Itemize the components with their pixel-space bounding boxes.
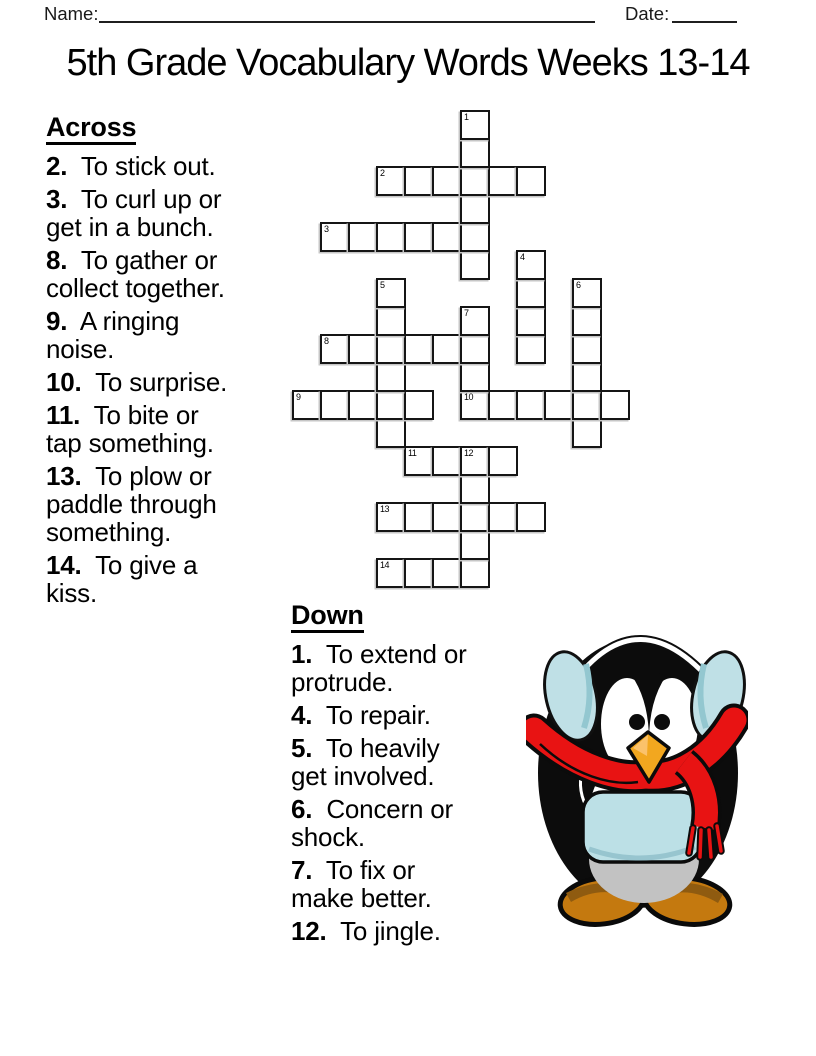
grid-cell-r6-c8[interactable] (516, 278, 546, 308)
clue-line: get in a bunch. (46, 212, 214, 242)
grid-cell-r10-c0[interactable] (292, 390, 322, 420)
clue-line: 12. To jingle. (291, 916, 441, 946)
grid-cell-number: 6 (576, 280, 581, 290)
grid-cell-r10-c7[interactable] (488, 390, 518, 420)
crossword-grid (292, 110, 630, 588)
across-section (46, 112, 290, 607)
clue-line: 3. To curl up or (46, 184, 222, 214)
across-clue-9 (46, 307, 290, 363)
grid-cell-r10-c1[interactable] (320, 390, 350, 420)
clue-line: 14. To give a (46, 550, 198, 580)
grid-cell-r4-c3[interactable] (376, 222, 406, 252)
clue-line: 13. To plow or (46, 461, 212, 491)
grid-cell-r8-c8[interactable] (516, 334, 546, 364)
down-section (291, 600, 533, 945)
across-clue-14 (46, 551, 290, 607)
grid-cell-r0-c6[interactable] (460, 110, 490, 140)
date-label: Date: (625, 3, 670, 24)
grid-cell-number: 8 (324, 336, 329, 346)
clue-line: paddle through (46, 489, 217, 519)
grid-cell-r12-c6[interactable] (460, 446, 490, 476)
grid-cell-r2-c5[interactable] (432, 166, 462, 196)
grid-cell-r7-c3[interactable] (376, 306, 406, 336)
grid-cell-r15-c6[interactable] (460, 530, 490, 560)
down-clue-4 (291, 701, 533, 729)
grid-cell-r6-c3[interactable] (376, 278, 406, 308)
grid-cell-number: 4 (520, 252, 525, 262)
grid-cell-number: 9 (296, 392, 301, 402)
clue-line: 5. To heavily (291, 733, 440, 763)
clue-line: kiss. (46, 578, 98, 608)
across-clue-10 (46, 368, 290, 396)
across-clue-2 (46, 152, 290, 180)
across-clue-11 (46, 401, 290, 457)
clue-number: 14. (46, 550, 82, 580)
grid-cell-number: 11 (408, 448, 417, 458)
grid-cell-r16-c4[interactable] (404, 558, 434, 588)
clue-line: protrude. (291, 667, 394, 697)
clue-line: tap something. (46, 428, 214, 458)
grid-cell-r14-c6[interactable] (460, 502, 490, 532)
grid-cell-r14-c7[interactable] (488, 502, 518, 532)
grid-cell-r16-c3[interactable] (376, 558, 406, 588)
grid-cell-number: 3 (324, 224, 329, 234)
grid-cell-r2-c3[interactable] (376, 166, 406, 196)
clue-number: 6. (291, 794, 313, 824)
grid-cell-r10-c9[interactable] (544, 390, 574, 420)
grid-cell-number: 10 (464, 392, 474, 402)
clue-line: 7. To fix or (291, 855, 416, 885)
down-clue-12 (291, 917, 533, 945)
clue-number: 1. (291, 639, 313, 669)
grid-cell-r16-c5[interactable] (432, 558, 462, 588)
grid-cell-r8-c10[interactable] (572, 334, 602, 364)
clue-line: collect together. (46, 273, 225, 303)
grid-cell-r8-c4[interactable] (404, 334, 434, 364)
grid-cell-r7-c8[interactable] (516, 306, 546, 336)
grid-cell-r8-c2[interactable] (348, 334, 378, 364)
penguin-right-eye (654, 714, 670, 730)
grid-cell-r10-c10[interactable] (572, 390, 602, 420)
grid-cell-r4-c5[interactable] (432, 222, 462, 252)
across-clue-list (46, 152, 290, 607)
across-clue-13 (46, 462, 290, 546)
across-clue-3 (46, 185, 290, 241)
clue-number: 7. (291, 855, 313, 885)
grid-cell-r2-c8[interactable] (516, 166, 546, 196)
grid-cell-r9-c6[interactable] (460, 362, 490, 392)
clue-number: 11. (46, 400, 81, 430)
clue-number: 8. (46, 245, 68, 275)
grid-cell-r2-c6[interactable] (460, 166, 490, 196)
penguin-left-eye (629, 714, 645, 730)
penguin-illustration (526, 616, 748, 932)
grid-cell-number: 7 (464, 308, 469, 318)
grid-cell-number: 2 (380, 168, 385, 178)
down-clue-1 (291, 640, 533, 696)
name-field-line[interactable] (99, 21, 595, 23)
grid-cell-r14-c8[interactable] (516, 502, 546, 532)
grid-cell-r10-c2[interactable] (348, 390, 378, 420)
clue-number: 9. (46, 306, 68, 336)
grid-cell-r3-c6[interactable] (460, 194, 490, 224)
clue-line: shock. (291, 822, 365, 852)
hand-muff (583, 792, 701, 862)
clue-line: 6. Concern or (291, 794, 453, 824)
clue-line: noise. (46, 334, 115, 364)
down-clue-6 (291, 795, 533, 851)
across-clue-8 (46, 246, 290, 302)
grid-cell-r2-c7[interactable] (488, 166, 518, 196)
grid-cell-r10-c3[interactable] (376, 390, 406, 420)
clue-line: something. (46, 517, 172, 547)
grid-cell-r12-c7[interactable] (488, 446, 518, 476)
grid-cell-r4-c2[interactable] (348, 222, 378, 252)
grid-cell-r10-c4[interactable] (404, 390, 434, 420)
grid-cell-number: 5 (380, 280, 385, 290)
page-title: 5th Grade Vocabulary Words Weeks 13-14 (66, 42, 750, 84)
grid-cell-number: 14 (380, 560, 390, 570)
clue-line: 8. To gather or (46, 245, 218, 275)
grid-cell-r12-c4[interactable] (404, 446, 434, 476)
grid-cell-r12-c5[interactable] (432, 446, 462, 476)
clue-line: 9. A ringing (46, 306, 180, 336)
clue-line: 11. To bite or (46, 400, 199, 430)
grid-cell-r1-c6[interactable] (460, 138, 490, 168)
clue-line: 2. To stick out. (46, 151, 216, 181)
name-label: Name: (44, 3, 99, 24)
grid-cell-r10-c8[interactable] (516, 390, 546, 420)
clue-line: 4. To repair. (291, 700, 431, 730)
clue-number: 10. (46, 367, 82, 397)
down-heading: Down (291, 600, 364, 633)
grid-cell-r8-c3[interactable] (376, 334, 406, 364)
grid-cell-r2-c4[interactable] (404, 166, 434, 196)
grid-cell-r9-c10[interactable] (572, 362, 602, 392)
grid-cell-r14-c3[interactable] (376, 502, 406, 532)
grid-cell-r11-c3[interactable] (376, 418, 406, 448)
clue-line: make better. (291, 883, 432, 913)
clue-number: 13. (46, 461, 82, 491)
date-field-line[interactable] (672, 21, 737, 23)
clue-number: 4. (291, 700, 313, 730)
clue-number: 12. (291, 916, 327, 946)
clue-line: get involved. (291, 761, 435, 791)
grid-cell-r5-c8[interactable] (516, 250, 546, 280)
grid-cell-r6-c10[interactable] (572, 278, 602, 308)
grid-cell-r14-c5[interactable] (432, 502, 462, 532)
grid-cell-r14-c4[interactable] (404, 502, 434, 532)
grid-cell-r7-c6[interactable] (460, 306, 490, 336)
grid-cell-r13-c6[interactable] (460, 474, 490, 504)
grid-cell-number: 1 (464, 112, 469, 122)
grid-cell-r11-c10[interactable] (572, 418, 602, 448)
grid-cell-r9-c3[interactable] (376, 362, 406, 392)
clue-line: 1. To extend or (291, 639, 467, 669)
grid-cell-number: 12 (464, 448, 474, 458)
down-clue-5 (291, 734, 533, 790)
grid-cell-r7-c10[interactable] (572, 306, 602, 336)
across-heading: Across (46, 112, 136, 145)
grid-cell-r8-c6[interactable] (460, 334, 490, 364)
grid-cell-r8-c5[interactable] (432, 334, 462, 364)
grid-cell-r16-c6[interactable] (460, 558, 490, 588)
clue-line: 10. To surprise. (46, 367, 228, 397)
clue-number: 5. (291, 733, 313, 763)
grid-cell-r10-c6[interactable] (460, 390, 490, 420)
grid-cell-r5-c6[interactable] (460, 250, 490, 280)
grid-cell-r8-c1[interactable] (320, 334, 350, 364)
grid-cell-number: 13 (380, 504, 390, 514)
down-clue-list (291, 640, 533, 945)
grid-cell-r4-c4[interactable] (404, 222, 434, 252)
grid-cell-r4-c6[interactable] (460, 222, 490, 252)
grid-cell-r4-c1[interactable] (320, 222, 350, 252)
grid-cell-r10-c11[interactable] (600, 390, 630, 420)
clue-number: 3. (46, 184, 68, 214)
clue-number: 2. (46, 151, 68, 181)
down-clue-7 (291, 856, 533, 912)
